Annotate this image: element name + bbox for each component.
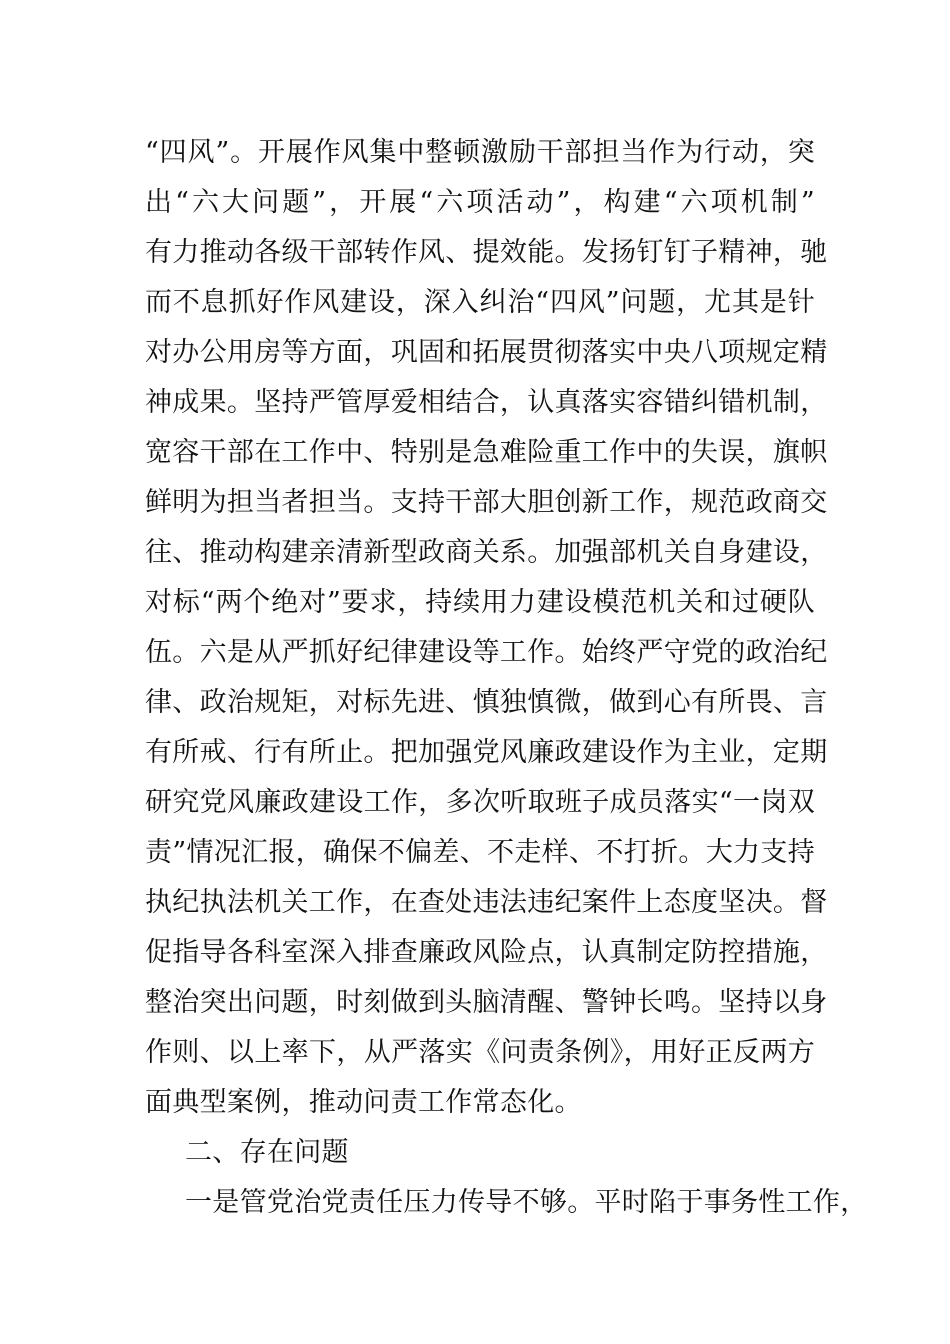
text-line: 研究党风廉政建设工作，多次听取班子成员落实“一岗双 bbox=[145, 787, 815, 818]
text-line: 有所戒、行有所止。把加强党风廉政建设作为主业，定期 bbox=[145, 737, 828, 768]
text-line: 神成果。坚持严管厚爱相结合，认真落实容错纠错机制， bbox=[145, 387, 828, 418]
text-line: 面典型案例，推动问责工作常态化。 bbox=[145, 1087, 582, 1118]
document-body bbox=[145, 128, 868, 1228]
text-line: 而不息抓好作风建设，深入纠治“四风”问题，尤其是针 bbox=[145, 287, 815, 318]
text-line: 责”情况汇报，确保不偏差、不走样、不打折。大力支持 bbox=[145, 837, 815, 868]
text-line: 执纪执法机关工作，在查处违法违纪案件上态度坚决。督 bbox=[145, 887, 828, 918]
text-line: 出“六大问题”，开展“六项活动”，构建“六项机制” bbox=[145, 187, 815, 218]
text-line: 一是管党治党责任压力传导不够。平时陷于事务性工作， bbox=[185, 1187, 868, 1218]
text-line: 促指导各科室深入排查廉政风险点，认真制定防控措施， bbox=[145, 937, 828, 968]
section-heading: 二、存在问题 bbox=[185, 1137, 349, 1168]
text-line: 对标“两个绝对”要求，持续用力建设模范机关和过硬队 bbox=[145, 587, 815, 618]
text-line: 整治突出问题，时刻做到头脑清醒、警钟长鸣。坚持以身 bbox=[145, 987, 828, 1018]
text-line: 律、政治规矩，对标先进、慎独慎微，做到心有所畏、言 bbox=[145, 687, 828, 718]
text-line: “四风”。开展作风集中整顿激励干部担当作为行动，突 bbox=[145, 137, 815, 168]
text-line: 宽容干部在工作中、特别是急难险重工作中的失误，旗帜 bbox=[145, 437, 828, 468]
text-line: 鲜明为担当者担当。支持干部大胆创新工作，规范政商交 bbox=[145, 487, 828, 518]
text-line: 伍。六是从严抓好纪律建设等工作。始终严守党的政治纪 bbox=[145, 637, 828, 668]
text-line: 往、推动构建亲清新型政商关系。加强部机关自身建设， bbox=[145, 537, 828, 568]
text-line: 作则、以上率下，从严落实《问责条例》，用好正反两方 bbox=[145, 1037, 815, 1068]
text-line: 对办公用房等方面，巩固和拓展贯彻落实中央八项规定精 bbox=[145, 337, 828, 368]
text-line: 有力推动各级干部转作风、提效能。发扬钉钉子精神，驰 bbox=[145, 237, 828, 268]
